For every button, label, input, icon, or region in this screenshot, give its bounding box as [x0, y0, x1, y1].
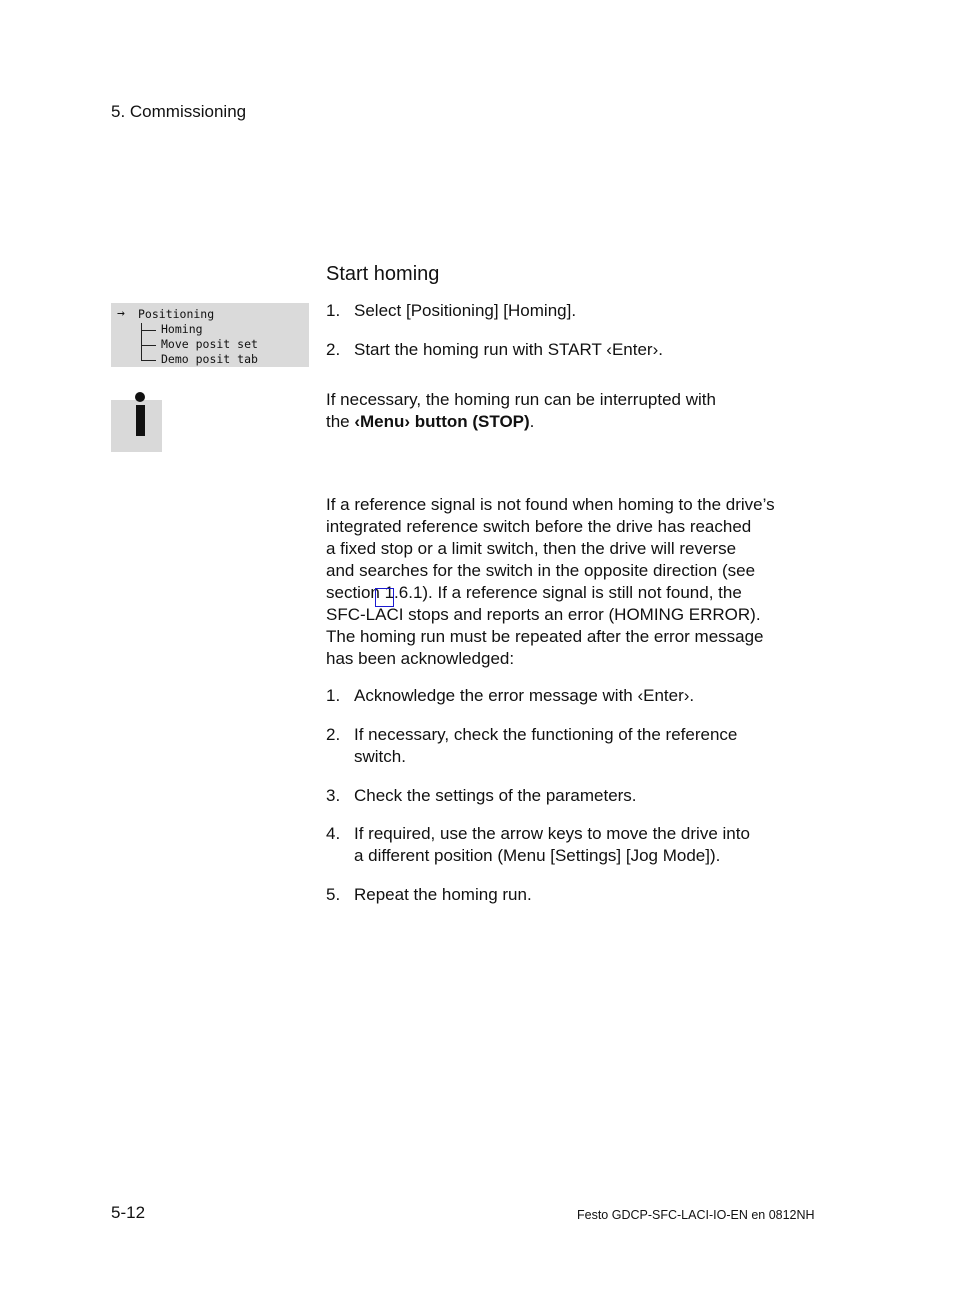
info-icon: [111, 400, 162, 452]
paragraph-line: and searches for the switch in the opposite direction (see: [326, 561, 756, 580]
display-sub-item: Demo posit tab: [161, 352, 258, 366]
tree-line: [141, 323, 142, 360]
page-number: 5-12: [111, 1203, 146, 1222]
display-root-item: Positioning: [138, 307, 215, 321]
step-number: 5.: [326, 885, 341, 904]
note-line: the ‹Menu› button (STOP).: [326, 412, 535, 431]
note-line: If necessary, the homing run can be interrupted with: [326, 390, 716, 409]
arrow-icon: →: [117, 306, 125, 321]
paragraph-line: has been acknowledged:: [326, 649, 515, 668]
link-marker[interactable]: [375, 588, 394, 607]
step-number: 4.: [326, 824, 341, 843]
step-number: 2.: [326, 340, 341, 359]
display-sub-item: Move posit set: [161, 337, 258, 351]
step-number: 3.: [326, 786, 341, 805]
tree-branch: [141, 330, 156, 331]
paragraph-line: The homing run must be repeated after the error message: [326, 627, 764, 646]
note-emphasis: ‹Menu› button (STOP): [354, 412, 530, 431]
tree-branch: [141, 345, 156, 346]
step-text: If necessary, check the functioning of the reference switch.: [354, 725, 738, 766]
body-paragraph: [326, 494, 796, 670]
chapter-heading: 5. Commissioning: [111, 102, 247, 121]
step-text: Start the homing run with START ‹Enter›.: [354, 340, 663, 359]
step-number: 1.: [326, 686, 341, 705]
document-id: Festo GDCP-SFC-LACI-IO-EN en 0812NH: [577, 1208, 815, 1222]
paragraph-line: If a reference signal is not found when homing to the drive’s: [326, 495, 775, 514]
paragraph-line: a fixed stop or a limit switch, then the drive will reverse: [326, 539, 737, 558]
paragraph-line: integrated reference switch before the drive has reached: [326, 517, 752, 536]
step-text: Repeat the homing run.: [354, 885, 532, 904]
section-title: Start homing: [326, 263, 440, 285]
display-sub-item: Homing: [161, 322, 203, 336]
step-text: Select [Positioning] [Homing].: [354, 301, 577, 320]
step-text: Check the settings of the parameters.: [354, 786, 637, 805]
note-text: [326, 389, 796, 433]
display-menu-illustration: [111, 303, 309, 367]
step-text: If required, use the arrow keys to move the drive into a different position (Menu [Settings] [Jog Mode]).: [354, 824, 750, 865]
paragraph-line: SFC-LACI stops and reports an error (HOMING ERROR).: [326, 605, 761, 624]
paragraph-line: section 1.6.1). If a reference signal is still not found, the: [326, 583, 742, 602]
step-number: 2.: [326, 725, 341, 744]
step-number: 1.: [326, 301, 341, 320]
tree-branch: [141, 360, 156, 361]
step-text: Acknowledge the error message with ‹Enter›.: [354, 686, 695, 705]
